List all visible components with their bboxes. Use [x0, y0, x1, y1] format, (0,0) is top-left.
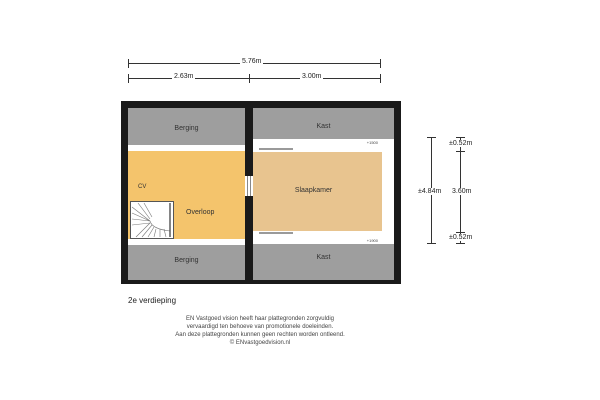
- dimension-top-height-label: ±0.52m: [449, 140, 473, 147]
- dimension-right-width-label: 3.00m: [302, 73, 322, 80]
- dimension-total-width-label: 5.76m: [242, 58, 262, 65]
- door-slaapkamer: [245, 176, 253, 196]
- height-strip-top: [253, 139, 394, 147]
- room-slaapkamer-label: Slaapkamer: [294, 187, 333, 194]
- disclaimer-line-3: Aan deze plattegronden kunnen geen rechten worden ontleend.: [175, 332, 345, 338]
- room-kast-bottom-label: Kast: [316, 253, 331, 261]
- room-berging-bottom-label: Berging: [174, 257, 199, 264]
- dimension-middle-height-label: 3.60m: [452, 188, 472, 195]
- cv-label: CV: [138, 184, 147, 190]
- room-kast-top: [253, 108, 394, 139]
- room-overloop-label: Overloop: [186, 209, 215, 216]
- dimension-left-width-label: 2.63m: [174, 73, 194, 80]
- slaapkamer-side-gap: [382, 152, 394, 231]
- room-berging-top: [128, 108, 245, 145]
- room-slaapkamer: [253, 152, 382, 231]
- room-berging-top-label: Berging: [174, 125, 199, 132]
- dimension-overall-height-label: ±4.84m: [418, 188, 442, 195]
- height-strip-bottom: [253, 236, 394, 244]
- staircase: [130, 201, 174, 239]
- disclaimer-line-2: vervaardigd ten behoeve van promotionele doeleinden.: [186, 324, 334, 330]
- room-kast-top-label: Kast: [316, 123, 331, 130]
- height-marker-top: +1500: [366, 140, 378, 145]
- floor-label: 2e verdieping: [128, 296, 177, 305]
- room-berging-bottom: [128, 245, 245, 280]
- disclaimer: [130, 315, 390, 347]
- room-kast-bottom: [253, 244, 394, 280]
- disclaimer-line-4: © ENvastgoedvision.nl: [229, 340, 291, 346]
- dimension-bottom-height-label: ±0.52m: [449, 234, 473, 241]
- height-marker-bottom: +1900: [366, 238, 378, 243]
- disclaimer-line-1: EN Vastgoed vision heeft haar plattegronden zorgvuldig: [186, 316, 334, 322]
